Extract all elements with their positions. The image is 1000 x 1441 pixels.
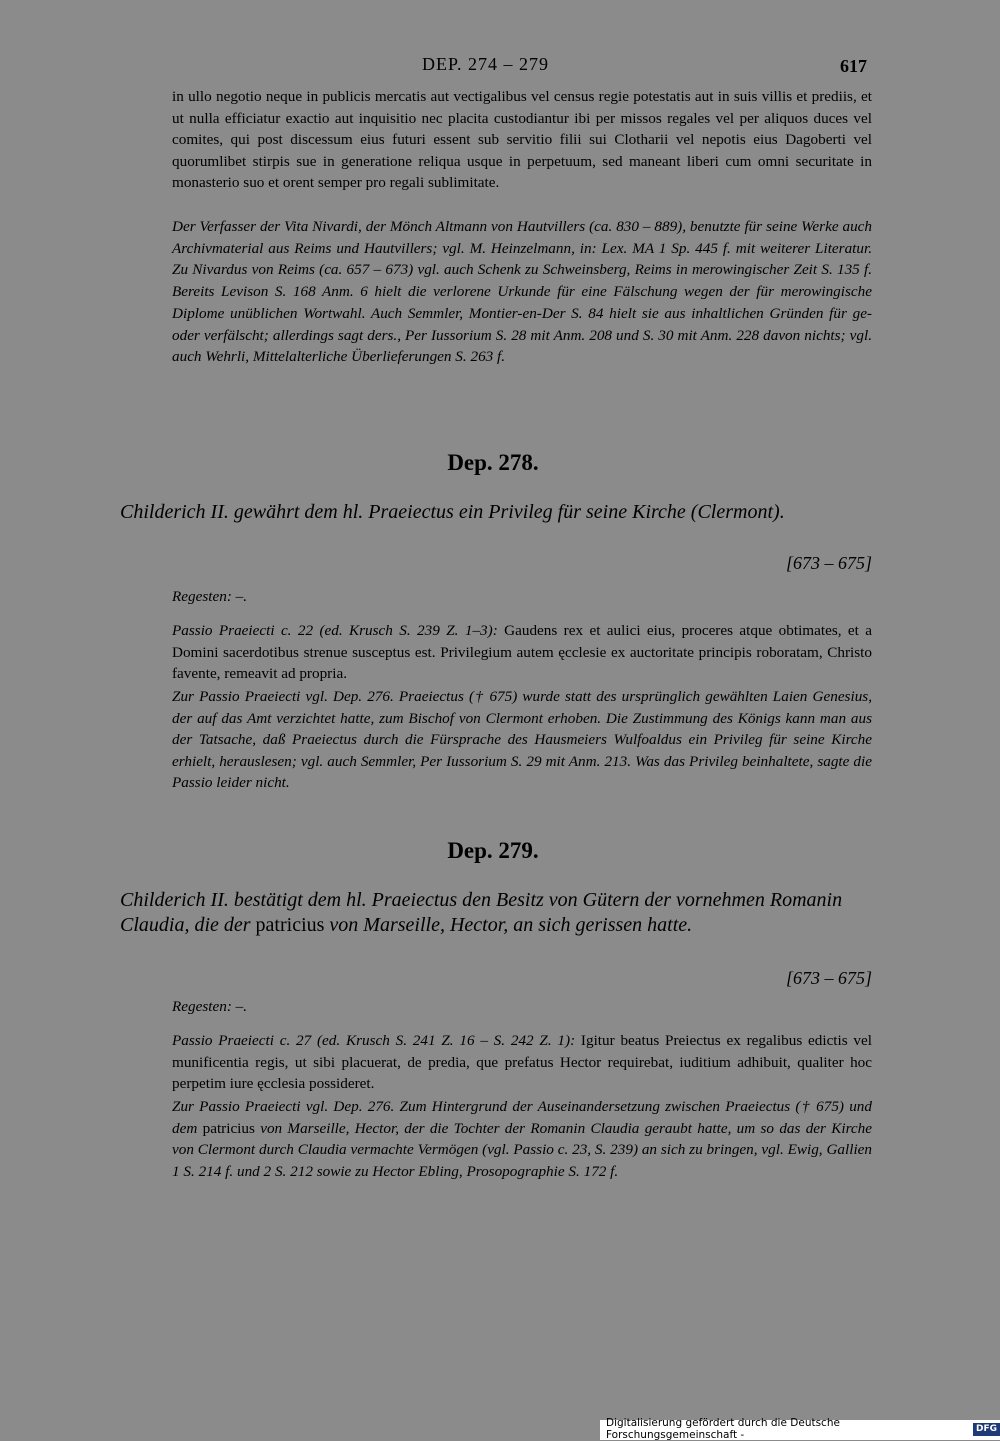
source-reference-279: Passio Praeiecti c. 27 (ed. Krusch S. 241 Z. 16 – S. 242 Z. 1): [172, 1032, 576, 1049]
prev-entry-commentary: Der Verfasser der Vita Nivardi, der Mönch Altmann von Hautvillers (ca. 830 – 889), benutzte für seine Werke auch Archivmaterial aus Reims und Hautvillers; vgl. M. Heinzelmann, in: Lex. MA 1 Sp. 445 f. mit weiterer Literatur. Zu Nivardus von Reims (ca. 657 – 673) vgl. auch Schenk zu Schweinsberg, Reims in merowingischer Zeit S. 135 f. Bereits Levison S. 168 Anm. 6 hielt die verlorene Urkunde für eine Fälschung wegen der für merowingische Diplome unüblichen Wortwahl. Auch Semmler, Montier-en-Der S. 84 hielt sie aus inhaltlichen Gründen für ge- oder verfälscht; allerdings sagt ders., Per Iussorium S. 28 mit Anm. 208 und S. 30 mit Anm. 228 davon nichts; vgl. auch Wehrli, Mittelalterliche Überlieferungen S. 263 f. [172, 218, 872, 366]
regesten-279: Regesten: –. [172, 998, 248, 1015]
commentary-279-part1: Zur Passio Praeiecti vgl. Dep. 276. Zum Hintergrund der Auseinandersetzung zwischen Praeiectus († 675) und dem [172, 1098, 872, 1137]
commentary-279 [172, 1096, 872, 1182]
entry-title-279 [120, 888, 880, 938]
latin-text-continuation: in ullo negotio neque in publicis mercatis aut vectigalibus vel census regie potestatis aut in suis villis et prediis, et ut nulla efficiatur exactio aut inquisitio nec placita custodiantur ibi per missos regales vel per aliquos duces vel comites, qui post discessum eius futuri essent sub servitio filii sui Clotharii vel nepotis eius Dagoberti vel quorumlibet stirpis sue in generatione reliqua usque in perpetuum, sed maneant liberi cum omni securitate in monasterio suo et orent semper pro regali sublimitate. [172, 88, 872, 191]
entry-heading-279: Dep. 279. [447, 838, 539, 863]
source-text-279: Igitur beatus Preiectus ex regalibus edictis vel munificentia regis, ut sibi placuerat, de predia, que prefatus Hector requirebat, iuditium adhibuit, qualiter hoc perpetim iure ęcclesia possideret. [172, 1032, 872, 1092]
funding-note: Digitalisierung gefördert durch die Deutsche Forschungsgemeinschaft - [606, 1417, 840, 1441]
entry-title-279-upright: patricius [255, 914, 325, 936]
source-excerpt-278 [172, 620, 872, 685]
commentary-278: Zur Passio Praeiecti vgl. Dep. 276. Praeiectus († 675) wurde statt des ursprünglich gewählten Laien Genesius, der auf das Amt verzichtet hatte, zum Bischof von Clermont erhoben. Die Zustimmung des Königs kann man aus der Tatsache, daß Praeiectus durch die Fürsprache des Hausmeiers Wulfoaldus ein Privileg für seine Kirche erhielt, herauslesen; vgl. auch Semmler, Per Iussorium S. 29 mit Anm. 213. Was das Privileg beinhaltete, sagte die Passio leider nicht. [172, 688, 872, 791]
source-text-278: Gaudens rex et aulici eius, proceres atque obtimates, et a Domini sacerdotibus strenue susceptus est. Privilegium autem ęcclesie ex auctoritate principis roboratam, Christo favente, remeavit ad propria. [172, 622, 872, 682]
regesten-278: Regesten: –. [172, 588, 248, 605]
entry-heading-278: Dep. 278. [447, 450, 539, 475]
funding-footer [606, 1417, 1000, 1441]
running-head [0, 54, 1000, 80]
running-title: DEP. 274 – 279 [422, 54, 550, 74]
entry-title-279-part2: von Marseille, Hector, an sich gerissen hatte. [329, 914, 693, 936]
commentary-279-part2: von Marseille, Hector, der die Tochter der Romanin Claudia geraubt hatte, um so das der Kirche von Clermont durch Claudia vermachte Vermögen (vgl. Passio c. 23, S. 239) an sich zu bringen, vgl. Ewig, Gallien 1 S. 214 f. und 2 S. 212 sowie zu Hector Ebling, Prosopographie S. 172 f. [172, 1119, 873, 1180]
entry-date-279: [673 – 675] [785, 968, 872, 988]
commentary-279-upright: patricius [202, 1119, 255, 1137]
source-reference-278: Passio Praeiecti c. 22 (ed. Krusch S. 239 Z. 1–3): [172, 622, 498, 639]
entry-date-278: [673 – 675] [785, 553, 872, 573]
source-excerpt-279 [172, 1030, 872, 1095]
page-number: 617 [840, 56, 867, 76]
entry-title-278: Childerich II. gewährt dem hl. Praeiectus ein Privileg für seine Kirche (Clermont). [120, 501, 785, 523]
dfg-logo: DFG [973, 1423, 1000, 1436]
entry-title-279-part1: Childerich II. bestätigt dem hl. Praeiectus den Besitz von Gütern der vornehmen Romanin Claudia, die der [120, 889, 843, 936]
